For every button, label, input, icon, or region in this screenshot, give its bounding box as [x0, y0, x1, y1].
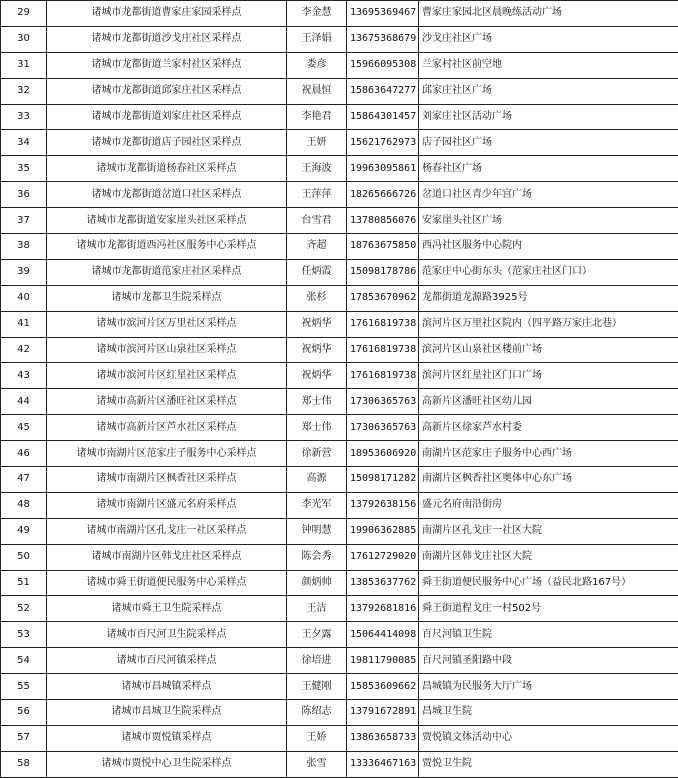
contact-person-cell: 台雪君 — [287, 208, 347, 234]
table-row — [1, 492, 678, 518]
contact-person-cell: 陈会秀 — [287, 544, 347, 570]
row-index-cell: 52 — [1, 596, 47, 622]
contact-person-cell: 王泽娟 — [287, 26, 347, 52]
row-index-cell: 31 — [1, 52, 47, 78]
row-index-cell: 38 — [1, 234, 47, 260]
site-address-cell: 滨河片区山泉社区楼前广场 — [419, 337, 678, 363]
site-name-cell: 诸城市滨河片区万里社区采样点 — [47, 311, 287, 337]
table-row — [1, 156, 678, 182]
table-row — [1, 544, 678, 570]
table-row — [1, 363, 678, 389]
table-row — [1, 52, 678, 78]
row-index-cell: 30 — [1, 26, 47, 52]
contact-person-cell: 张雪 — [287, 751, 347, 777]
table-row — [1, 389, 678, 415]
site-address-cell: 百尺河镇圣阳路中段 — [419, 648, 678, 674]
site-address-cell: 刘家庄社区活动广场 — [419, 104, 678, 130]
contact-person-cell: 颜炳帅 — [287, 570, 347, 596]
row-index-cell: 41 — [1, 311, 47, 337]
site-name-cell: 诸城市高新片区潘旺社区采样点 — [47, 389, 287, 415]
row-index-cell: 54 — [1, 648, 47, 674]
row-index-cell: 50 — [1, 544, 47, 570]
row-index-cell: 55 — [1, 674, 47, 700]
contact-person-cell: 钟明慧 — [287, 518, 347, 544]
table-body — [1, 1, 678, 778]
row-index-cell: 46 — [1, 441, 47, 467]
row-index-cell: 37 — [1, 208, 47, 234]
site-name-cell: 诸城市滨河片区山泉社区采样点 — [47, 337, 287, 363]
table-row — [1, 130, 678, 156]
site-name-cell: 诸城市龙都卫生院采样点 — [47, 285, 287, 311]
site-address-cell: 贾悦镇文体活动中心 — [419, 725, 678, 751]
contact-person-cell: 王健刚 — [287, 674, 347, 700]
table-row — [1, 208, 678, 234]
contact-phone-cell: 13863658733 — [347, 725, 419, 751]
row-index-cell: 34 — [1, 130, 47, 156]
site-name-cell: 诸城市南湖片区韩戈庄社区采样点 — [47, 544, 287, 570]
site-address-cell: 龙都街道龙源路3925号 — [419, 285, 678, 311]
contact-phone-cell: 15864301457 — [347, 104, 419, 130]
site-address-cell: 昌城卫生院 — [419, 700, 678, 726]
contact-phone-cell: 13853637762 — [347, 570, 419, 596]
site-name-cell: 诸城市滨河片区红星社区采样点 — [47, 363, 287, 389]
row-index-cell: 44 — [1, 389, 47, 415]
site-name-cell: 诸城市高新片区芦水社区采样点 — [47, 415, 287, 441]
site-address-cell: 南湖片区枫香社区奥体中心东广场 — [419, 467, 678, 493]
site-name-cell: 诸城市龙都街道店子园社区采样点 — [47, 130, 287, 156]
table-row — [1, 182, 678, 208]
contact-person-cell: 徐培进 — [287, 648, 347, 674]
contact-person-cell: 王海波 — [287, 156, 347, 182]
table-row — [1, 1, 678, 27]
contact-person-cell: 王萍萍 — [287, 182, 347, 208]
site-address-cell: 滨河片区红星社区门口广场 — [419, 363, 678, 389]
table-row — [1, 415, 678, 441]
contact-phone-cell: 13791672891 — [347, 700, 419, 726]
row-index-cell: 29 — [1, 1, 47, 27]
site-address-cell: 高新片区潘旺社区幼儿园 — [419, 389, 678, 415]
row-index-cell: 58 — [1, 751, 47, 777]
row-index-cell: 53 — [1, 622, 47, 648]
site-name-cell: 诸城市龙都街道西冯社区服务中心采样点 — [47, 234, 287, 260]
contact-phone-cell: 18265666726 — [347, 182, 419, 208]
site-address-cell: 舜王街道程戈庄一村502号 — [419, 596, 678, 622]
site-name-cell: 诸城市南湖片区枫香社区采样点 — [47, 467, 287, 493]
site-address-cell: 南湖片区韩戈庄社区大院 — [419, 544, 678, 570]
row-index-cell: 32 — [1, 78, 47, 104]
table-row — [1, 285, 678, 311]
site-address-cell: 高新片区徐家芦水村委 — [419, 415, 678, 441]
site-address-cell: 贾悦卫生院 — [419, 751, 678, 777]
contact-phone-cell: 17306365763 — [347, 415, 419, 441]
table-row — [1, 725, 678, 751]
contact-phone-cell: 15064414098 — [347, 622, 419, 648]
table-row — [1, 467, 678, 493]
contact-phone-cell: 17612729020 — [347, 544, 419, 570]
contact-phone-cell: 19811790085 — [347, 648, 419, 674]
contact-person-cell: 高源 — [287, 467, 347, 493]
contact-person-cell: 李金慧 — [287, 1, 347, 27]
contact-person-cell: 陈绍志 — [287, 700, 347, 726]
contact-person-cell: 娄彦 — [287, 52, 347, 78]
site-name-cell: 诸城市龙都街道范家庄社区采样点 — [47, 259, 287, 285]
contact-phone-cell: 17306365763 — [347, 389, 419, 415]
contact-phone-cell: 13675368679 — [347, 26, 419, 52]
contact-person-cell: 徐新营 — [287, 441, 347, 467]
table-row — [1, 622, 678, 648]
site-address-cell: 范家庄中心街东头（范家庄社区门口） — [419, 259, 678, 285]
table-row — [1, 26, 678, 52]
contact-person-cell: 祝炳华 — [287, 363, 347, 389]
table-row — [1, 674, 678, 700]
site-address-cell: 店子园社区广场 — [419, 130, 678, 156]
contact-phone-cell: 15098178786 — [347, 259, 419, 285]
table-row — [1, 441, 678, 467]
site-name-cell: 诸城市舜王街道便民服务中心采样点 — [47, 570, 287, 596]
table-row — [1, 648, 678, 674]
site-name-cell: 诸城市百尺河卫生院采样点 — [47, 622, 287, 648]
table-row — [1, 570, 678, 596]
table-row — [1, 518, 678, 544]
site-address-cell: 昌城镇为民服务大厅广场 — [419, 674, 678, 700]
contact-phone-cell: 15098171282 — [347, 467, 419, 493]
site-address-cell: 舜王街道便民服务中心广场（益民北路167号） — [419, 570, 678, 596]
site-name-cell: 诸城市龙都街道安家崖头社区采样点 — [47, 208, 287, 234]
contact-person-cell: 郑士伟 — [287, 389, 347, 415]
contact-person-cell: 李光军 — [287, 492, 347, 518]
contact-person-cell: 张杉 — [287, 285, 347, 311]
contact-phone-cell: 13780856076 — [347, 208, 419, 234]
site-address-cell: 滨河片区万里社区院内（四平路万家庄北巷） — [419, 311, 678, 337]
site-address-cell: 岔道口社区青少年宫广场 — [419, 182, 678, 208]
contact-person-cell: 祝晨恒 — [287, 78, 347, 104]
contact-person-cell: 王娇 — [287, 725, 347, 751]
row-index-cell: 51 — [1, 570, 47, 596]
contact-person-cell: 王妍 — [287, 130, 347, 156]
row-index-cell: 48 — [1, 492, 47, 518]
site-address-cell: 兰家村社区前空地 — [419, 52, 678, 78]
site-name-cell: 诸城市舜王卫生院采样点 — [47, 596, 287, 622]
row-index-cell: 57 — [1, 725, 47, 751]
contact-phone-cell: 17616819738 — [347, 363, 419, 389]
site-name-cell: 诸城市龙都街道兰家村社区采样点 — [47, 52, 287, 78]
contact-phone-cell: 18953606920 — [347, 441, 419, 467]
site-address-cell: 安家崖头社区广场 — [419, 208, 678, 234]
site-address-cell: 南湖片区孔戈庄一社区大院 — [419, 518, 678, 544]
site-name-cell: 诸城市龙都街道沙戈庄社区采样点 — [47, 26, 287, 52]
contact-phone-cell: 13336467163 — [347, 751, 419, 777]
contact-phone-cell: 15853609662 — [347, 674, 419, 700]
site-name-cell: 诸城市南湖片区范家庄子服务中心采样点 — [47, 441, 287, 467]
site-name-cell: 诸城市昌城卫生院采样点 — [47, 700, 287, 726]
row-index-cell: 35 — [1, 156, 47, 182]
row-index-cell: 56 — [1, 700, 47, 726]
contact-phone-cell: 18763675850 — [347, 234, 419, 260]
table-row — [1, 751, 678, 777]
site-name-cell: 诸城市龙都街道刘家庄社区采样点 — [47, 104, 287, 130]
row-index-cell: 40 — [1, 285, 47, 311]
site-name-cell: 诸城市南湖片区盛元名府采样点 — [47, 492, 287, 518]
contact-phone-cell: 17616819738 — [347, 311, 419, 337]
site-name-cell: 诸城市贾悦镇采样点 — [47, 725, 287, 751]
site-name-cell: 诸城市百尺河镇采样点 — [47, 648, 287, 674]
site-name-cell: 诸城市龙都街道曹家庄家园采样点 — [47, 1, 287, 27]
contact-person-cell: 祝炳华 — [287, 337, 347, 363]
contact-phone-cell: 15966095308 — [347, 52, 419, 78]
site-address-cell: 西冯社区服务中心院内 — [419, 234, 678, 260]
table-row — [1, 259, 678, 285]
row-index-cell: 45 — [1, 415, 47, 441]
contact-phone-cell: 13695369467 — [347, 1, 419, 27]
contact-person-cell: 王夕露 — [287, 622, 347, 648]
contact-phone-cell: 19963095861 — [347, 156, 419, 182]
site-address-cell: 曹家庄家园北区晨晚练活动广场 — [419, 1, 678, 27]
contact-person-cell: 李艳君 — [287, 104, 347, 130]
table-row — [1, 311, 678, 337]
row-index-cell: 42 — [1, 337, 47, 363]
site-address-cell: 邱家庄社区广场 — [419, 78, 678, 104]
contact-person-cell: 祝炳华 — [287, 311, 347, 337]
site-name-cell: 诸城市龙都街道杨春社区采样点 — [47, 156, 287, 182]
site-address-cell: 盛元名府南沿街房 — [419, 492, 678, 518]
contact-person-cell: 齐超 — [287, 234, 347, 260]
contact-phone-cell: 15621762973 — [347, 130, 419, 156]
site-name-cell: 诸城市龙都街道邱家庄社区采样点 — [47, 78, 287, 104]
contact-phone-cell: 13792681816 — [347, 596, 419, 622]
site-name-cell: 诸城市昌城镇采样点 — [47, 674, 287, 700]
row-index-cell: 33 — [1, 104, 47, 130]
contact-person-cell: 王洁 — [287, 596, 347, 622]
row-index-cell: 43 — [1, 363, 47, 389]
table-row — [1, 78, 678, 104]
contact-phone-cell: 15863647277 — [347, 78, 419, 104]
row-index-cell: 47 — [1, 467, 47, 493]
site-name-cell: 诸城市南湖片区孔戈庄一社区采样点 — [47, 518, 287, 544]
contact-phone-cell: 17616819738 — [347, 337, 419, 363]
table-row — [1, 104, 678, 130]
site-name-cell: 诸城市贾悦中心卫生院采样点 — [47, 751, 287, 777]
site-address-cell: 杨春社区广场 — [419, 156, 678, 182]
contact-person-cell: 郑士伟 — [287, 415, 347, 441]
table-row — [1, 596, 678, 622]
contact-phone-cell: 19906362885 — [347, 518, 419, 544]
row-index-cell: 49 — [1, 518, 47, 544]
row-index-cell: 36 — [1, 182, 47, 208]
site-address-cell: 南湖片区范家庄子服务中心西广场 — [419, 441, 678, 467]
row-index-cell: 39 — [1, 259, 47, 285]
contact-person-cell: 任炳霞 — [287, 259, 347, 285]
contact-phone-cell: 17853670962 — [347, 285, 419, 311]
table-row — [1, 337, 678, 363]
site-address-cell: 百尺河镇卫生院 — [419, 622, 678, 648]
contact-phone-cell: 13792638156 — [347, 492, 419, 518]
table-row — [1, 700, 678, 726]
site-name-cell: 诸城市龙都街道岔道口社区采样点 — [47, 182, 287, 208]
table-row — [1, 234, 678, 260]
site-address-cell: 沙戈庄社区广场 — [419, 26, 678, 52]
